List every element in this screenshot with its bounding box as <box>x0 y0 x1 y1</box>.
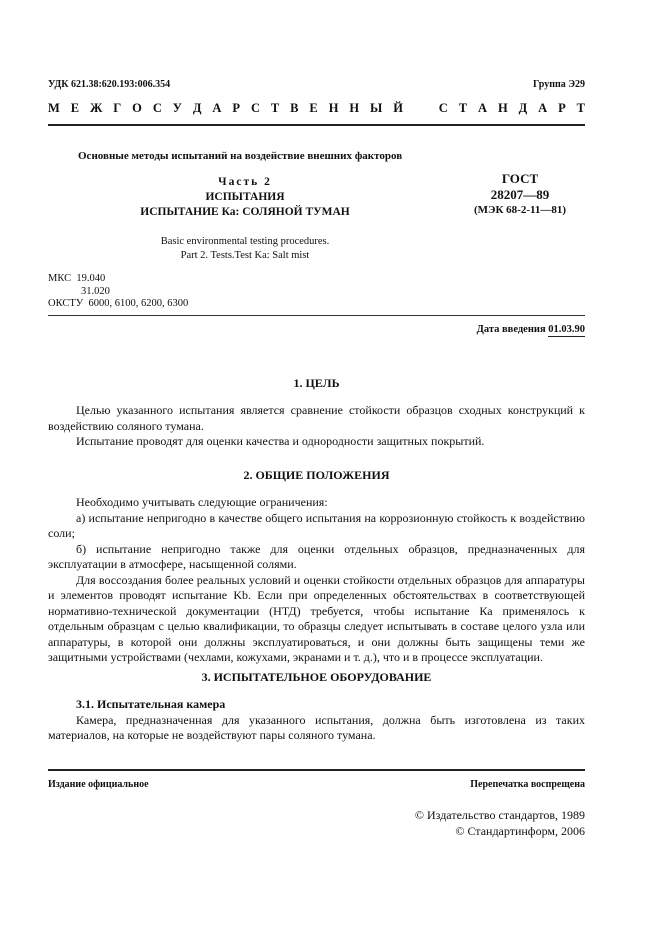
classification-codes <box>48 273 188 311</box>
udk-code: УДК 621.38:620.193:006.354 <box>48 79 171 90</box>
english-title <box>100 235 390 263</box>
header-rule <box>48 124 585 126</box>
intro-date-value: 01.03.90 <box>548 324 585 335</box>
heading-letter: С <box>438 101 448 115</box>
section-2-body <box>48 495 585 666</box>
paragraph: Испытание проводят для оценки качества и однородности защитных покрытий. <box>76 434 485 448</box>
section-1-title: 1. ЦЕЛЬ <box>293 376 340 390</box>
heading-letter: Д <box>518 101 528 115</box>
heading-letter: Е <box>309 101 318 115</box>
gost-designation <box>455 171 585 217</box>
heading-letter: А <box>212 101 222 115</box>
reprint-prohibited: Перепечатка воспрещена <box>470 779 585 790</box>
heading-letter: Р <box>558 101 566 115</box>
heading-letter: Д <box>192 101 202 115</box>
heading-letter: Ж <box>90 101 103 115</box>
heading-letter: У <box>172 101 182 115</box>
paragraph: Камера, предназначенная для указанного испытания, должна быть изготовлена из таких материалов, на которые не воздействуют пары соляного тумана. <box>48 712 585 742</box>
paragraph: Целью указанного испытания является сравнение стойкости образцов сходных конструкций к воздействию соляного тумана. <box>48 403 585 433</box>
heading-letter: С <box>152 101 162 115</box>
heading-letter: О <box>132 101 142 115</box>
mks-label: МКС <box>48 273 72 284</box>
copyright-block <box>415 807 585 839</box>
copyright-line: © Издательство стандартов, 1989 <box>414 808 585 822</box>
mks-code: 19.040 <box>76 273 106 284</box>
iec-reference: (МЭК 68-2-11—81) <box>473 204 567 216</box>
title-line-1: ИСПЫТАНИЯ <box>205 191 285 203</box>
group-code: Группа Э29 <box>533 79 585 90</box>
subsection-title: 3.1. Испытательная камера <box>76 697 226 711</box>
heading-letter: Т <box>576 101 585 115</box>
heading-letter: М <box>48 101 60 115</box>
heading-letter: В <box>290 101 299 115</box>
mks-code: 31.020 <box>81 285 110 297</box>
heading-letter: С <box>250 101 260 115</box>
heading-letter: Р <box>232 101 241 115</box>
english-line-1: Basic environmental testing procedures. <box>160 236 330 247</box>
heading-letter: Н <box>497 101 508 115</box>
footer-rule <box>48 769 585 771</box>
okstu-codes: 6000, 6100, 6200, 6300 <box>88 298 189 309</box>
gost-label: ГОСТ <box>501 171 539 186</box>
part-label: Часть 2 <box>218 176 272 188</box>
paragraph: б) испытание непригодно также для оценки отдельных образцов, предназначенных для эксплуатации в атмосфере, насыщенной солями. <box>48 541 585 571</box>
copyright-line: © Стандартинформ, 2006 <box>455 824 585 838</box>
heading-letter: Г <box>113 101 122 115</box>
heading-letter: Е <box>70 101 80 115</box>
heading-letter: Н <box>349 101 360 115</box>
title-line-2: ИСПЫТАНИЕ Ка: СОЛЯНОЙ ТУМАН <box>140 206 350 218</box>
heading-letter: Й <box>393 101 403 115</box>
section-3-body <box>48 697 585 744</box>
paragraph: Необходимо учитывать следующие ограничения: <box>76 495 328 509</box>
document-title <box>100 175 390 220</box>
official-edition: Издание официальное <box>48 779 149 790</box>
gost-number: 28207—89 <box>490 187 550 202</box>
intro-date <box>477 324 585 335</box>
intro-date-label: Дата введения <box>476 324 546 335</box>
heading-letter: Ы <box>370 101 383 115</box>
heading-letter: А <box>478 101 488 115</box>
heading-letter: Т <box>458 101 468 115</box>
classification-rule <box>48 315 585 316</box>
paragraph: Для воссоздания более реальных условий и оценки стойкости отдельных образцов для аппаратуры и элементов проводят испытание Kb. Если при определенных обстоятельствах в соответствующей нормативно-технической документации (НТД) требуется, чтобы испытание Ка применялось к отдельным образцам с целью квалификации, то образцы следует испытывать в составе целого узла или аппаратуры, в которой они должны эксплуатироваться, и они должны быть защищены теми же защитными устройствами (чехлами, кожухами, экранами и т. д.), что и в процессе эксплуатации. <box>48 572 585 664</box>
heading-letter: Н <box>328 101 339 115</box>
heading-letter: А <box>538 101 548 115</box>
paragraph: а) испытание непригодно в качестве общего испытания на коррозионную стойкость к воздействию соли; <box>48 510 585 540</box>
okstu-label: ОКСТУ <box>48 298 84 309</box>
section-3-title: 3. ИСПЫТАТЕЛЬНОЕ ОБОРУДОВАНИЕ <box>201 670 432 684</box>
section-2-title: 2. ОБЩИЕ ПОЛОЖЕНИЯ <box>243 468 390 482</box>
english-line-2: Part 2. Tests.Test Ka: Salt mist <box>180 250 310 261</box>
heading-letter: Т <box>270 101 280 115</box>
section-1-body <box>48 403 585 450</box>
interstate-standard-heading <box>48 101 585 116</box>
series-title: Основные методы испытаний на воздействие внешних факторов <box>78 150 403 162</box>
